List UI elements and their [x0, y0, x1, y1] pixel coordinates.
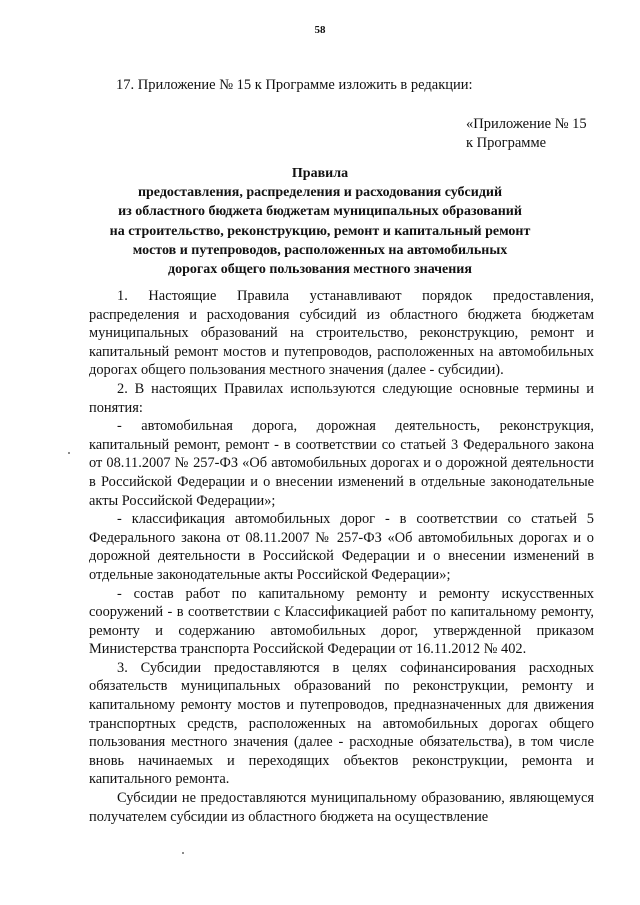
- title-heading: Правила: [291, 166, 349, 181]
- appendix-line-2: к Программе: [466, 135, 547, 151]
- document-body: [89, 287, 594, 826]
- appendix-reference: [466, 115, 587, 153]
- title-line-2: из областного бюджета бюджетам муниципальных образований: [118, 204, 522, 220]
- paragraph-term-1: - автомобильная дорога, дорожная деятельность, реконструкция, капитальный ремонт, ремонт - в соответствии со статьей 3 Федерального закона от 08.11.2007 № 257-ФЗ «Об автомобильных дорогах и о дорожной деятельности в Российской Федерации и о внесении изменений в отдельные законодательные акты Российской Федерации»;: [89, 418, 594, 509]
- title-line-5: дорогах общего пользования местного значения: [168, 262, 472, 278]
- title-line-3: на строительство, реконструкцию, ремонт и капитальный ремонт: [109, 223, 531, 239]
- title-line-1: предоставления, распределения и расходования субсидий: [137, 185, 503, 201]
- paragraph-4: Субсидии не предоставляются муниципальному образованию, являющемуся получателем субсидии из областного бюджета на осуществление: [89, 790, 594, 825]
- paragraph-1: 1. Настоящие Правила устанавливают порядок предоставления, распределения и расходования субсидий из областного бюджета бюджетам муниципальных образований на строительство, реконструкцию, ремонт и капитальный ремонт мостов и путепроводов, расположенных на автомобильных дорогах общего пользования местного значения (далее - субсидии).: [89, 288, 594, 379]
- paragraph-term-2: - классификация автомобильных дорог - в соответствии со статьей 5 Федерального закона от 08.11.2007 № 257-ФЗ «Об автомобильных дорогах и о дорожной деятельности в Российской Федерации и о внесении изменений в отдельные законодательные акты Российской Федерации»;: [89, 511, 594, 583]
- paragraph-3: 3. Субсидии предоставляются в целях софинансирования расходных обязательств муниципальных образований по реконструкции, ремонту и капитальному ремонту мостов и путепроводов, предназначенных для движения транспортных средств, расположенных на автомобильных дорогах общего пользования местного значения (далее - расходные обязательства), в том числе вновь начинаемых и переходящих объектов реконструкции, ремонта и капитального ремонта.: [89, 659, 594, 788]
- scan-speck: [182, 852, 184, 854]
- title-line-4: мостов и путепроводов, расположенных на автомобильных: [132, 242, 508, 258]
- paragraph-term-3: - состав работ по капитальному ремонту и ремонту искусственных сооружений - в соответствии с Классификацией работ по капитальному ремонту, ремонту и содержанию автомобильных дорог, утвержденной приказом Министерства транспорта Российской Федерации от 16.11.2012 № 402.: [89, 585, 594, 658]
- intro-line: 17. Приложение № 15 к Программе изложить в редакции:: [116, 77, 473, 93]
- paragraph-2: 2. В настоящих Правилах используются следующие основные термины и понятия:: [89, 380, 594, 416]
- appendix-line-1: «Приложение № 15: [466, 116, 587, 132]
- scan-speck: [68, 452, 70, 454]
- page-number: 58: [314, 24, 326, 36]
- document-title: [60, 164, 580, 279]
